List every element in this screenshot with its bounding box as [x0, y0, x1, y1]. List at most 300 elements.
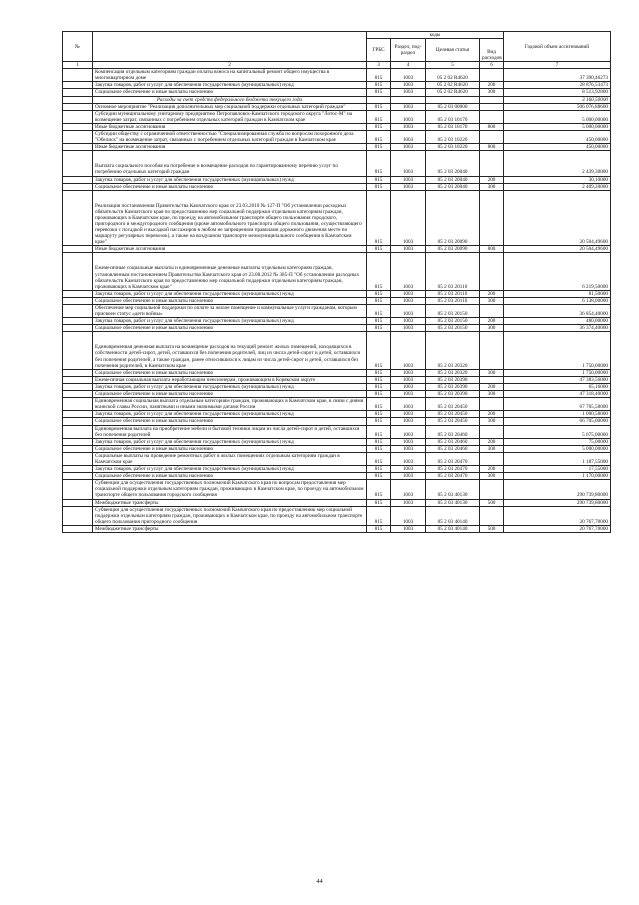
row-grbs-cell: 815: [367, 369, 391, 376]
row-name-cell: Социальное обеспечение и иные выплаты населению: [93, 418, 367, 425]
row-amount-cell: 1 750,00000: [504, 332, 611, 369]
row-amount-cell: 6 138,00000: [504, 297, 611, 304]
row-number-cell: [63, 69, 93, 82]
row-name-cell: Субсидии муниципальному унитарному предприятию Петропавловск-Камчатского городского округа "Лотос-М" на возмещение затрат, связанных с погребением отдельных категорий граждан в Камчатском крае: [93, 110, 367, 123]
row-amount-cell: 30,10000: [504, 176, 611, 183]
row-number-cell: [63, 253, 93, 290]
row-name-cell: Закупка товаров, работ и услуг для обеспечения государственных (муниципальных) нужд: [93, 411, 367, 418]
row-number-cell: [63, 318, 93, 325]
table-row: [63, 144, 611, 151]
row-name-cell: Субвенции для осуществления государственных полномочий Камчатского края по предоставлению мер социальной поддержки отдельным категориям граждан, проживающих в Камчатском крае, по проезду на автомобильном транспорте общего пользования пригородного сообщения: [93, 506, 367, 525]
row-vid-cell: 300: [480, 183, 504, 190]
table-row: [63, 110, 611, 123]
row-grbs-cell: 815: [367, 480, 391, 499]
row-amount-cell: 67 705,58000: [504, 398, 611, 411]
table-row: [63, 506, 611, 525]
row-amount-cell: 3 160,50000: [504, 96, 611, 103]
index-cell: 7: [504, 62, 611, 69]
table-row: [63, 525, 611, 532]
row-amount-cell: 20 767,70000: [504, 525, 611, 532]
row-number-cell: [63, 190, 93, 246]
row-vid-cell: [480, 103, 504, 110]
row-target-cell: 05 2 03 20470: [426, 473, 480, 480]
row-name-cell: Основное мероприятие "Реализация дополнительных мер социальной поддержки отдельных категорий граждан": [93, 103, 367, 110]
table-row: [63, 425, 611, 438]
row-number-cell: [63, 411, 93, 418]
row-grbs-cell: 815: [367, 131, 391, 144]
row-number-cell: [63, 89, 93, 96]
row-vid-cell: 300: [480, 418, 504, 425]
row-vid-cell: [480, 253, 504, 290]
row-target-cell: 05 2 03 20470: [426, 452, 480, 465]
row-vid-cell: 200: [480, 411, 504, 418]
row-vid-cell: 200: [480, 466, 504, 473]
row-name-cell: Ежемесячные социальные выплаты и единовременные денежные выплаты отдельным категориям граждан, установленным постановлением Правительства Камчатского края от 23.08.2012 № 385-П "Об установлении расходных обязательств Камчатского края по предоставлению мер социальной поддержки отдельным категориям граждан, проживающих в Камчатском крае": [93, 253, 367, 290]
row-grbs-cell: 815: [367, 123, 391, 130]
row-number-cell: [63, 499, 93, 506]
row-target-cell: [426, 96, 480, 103]
row-target-cell: 05 2 03 20110: [426, 253, 480, 290]
table-row: [63, 445, 611, 452]
row-number-cell: [63, 96, 93, 103]
row-grbs-cell: 815: [367, 499, 391, 506]
table-row: [63, 96, 611, 103]
row-target-cell: 05 2 03 20040: [426, 183, 480, 190]
row-section-cell: 1003: [391, 376, 426, 383]
row-name-cell: Компенсация отдельным категориям граждан оплаты взноса на капитальный ремонт общего имущества в многоквартирном доме: [93, 69, 367, 82]
index-cell: 4: [391, 62, 426, 69]
row-number-cell: [63, 452, 93, 465]
row-section-cell: 1003: [391, 123, 426, 130]
row-section-cell: 1003: [391, 183, 426, 190]
row-number-cell: [63, 438, 93, 445]
row-target-cell: 05 2 03 40140: [426, 525, 480, 532]
row-grbs-cell: 815: [367, 398, 391, 411]
row-target-cell: 05 2 02 R4620: [426, 89, 480, 96]
table-row: [63, 452, 611, 465]
row-target-cell: 05 2 03 20460: [426, 425, 480, 438]
table-row: [63, 318, 611, 325]
row-grbs-cell: 815: [367, 525, 391, 532]
row-name-cell: Единовременная денежная выплата на возмещение расходов на текущий ремонт жилых помещений, находящихся в собственности детей-сирот, детей, оставшихся без попечения родителей, лиц из числа детей-сирот и детей, оставшихся без попечения родителей, а также граждан, ранее относившихся к лицам из числа детей-сирот и детей, оставшихся без попечения родителей, в Камчатском крае: [93, 332, 367, 369]
row-grbs-cell: 815: [367, 425, 391, 438]
table-row: [63, 480, 611, 499]
row-grbs-cell: [367, 96, 391, 103]
table-row: [63, 190, 611, 246]
index-cell: 5: [426, 62, 480, 69]
row-vid-cell: 200: [480, 290, 504, 297]
table-row: [63, 89, 611, 96]
row-section-cell: 1003: [391, 383, 426, 390]
row-section-cell: 1003: [391, 445, 426, 452]
row-amount-cell: 20 767,70000: [504, 506, 611, 525]
row-amount-cell: 450,00000: [504, 144, 611, 151]
row-grbs-cell: 815: [367, 290, 391, 297]
row-amount-cell: 8 513,92800: [504, 89, 611, 96]
row-section-cell: 1003: [391, 438, 426, 445]
row-grbs-cell: 815: [367, 376, 391, 383]
row-section-cell: 1003: [391, 82, 426, 89]
row-vid-cell: 300: [480, 445, 504, 452]
row-target-cell: 05 2 03 10220: [426, 131, 480, 144]
row-target-cell: 05 2 03 00000: [426, 103, 480, 110]
table-row: [63, 383, 611, 390]
row-grbs-cell: 815: [367, 253, 391, 290]
row-number-cell: [63, 383, 93, 390]
row-grbs-cell: 815: [367, 69, 391, 82]
table-row: [63, 418, 611, 425]
row-amount-cell: 506 076,88600: [504, 103, 611, 110]
row-name-cell: Иные бюджетные ассигнования: [93, 144, 367, 151]
row-target-cell: 05 2 03 20090: [426, 190, 480, 246]
table-row: [63, 246, 611, 253]
row-target-cell: 05 2 03 20320: [426, 369, 480, 376]
row-section-cell: 1003: [391, 369, 426, 376]
page-number: 44: [316, 878, 323, 885]
row-target-cell: 05 2 03 20390: [426, 383, 480, 390]
row-amount-cell: 17,55000: [504, 466, 611, 473]
table-row: [63, 473, 611, 480]
row-amount-cell: 5 000,00000: [504, 123, 611, 130]
table-row: [63, 253, 611, 290]
row-grbs-cell: 815: [367, 110, 391, 123]
row-amount-cell: 450,00000: [504, 131, 611, 144]
row-number-cell: [63, 290, 93, 297]
row-grbs-cell: 815: [367, 332, 391, 369]
row-grbs-cell: 815: [367, 183, 391, 190]
row-number-cell: [63, 82, 93, 89]
row-vid-cell: 800: [480, 123, 504, 130]
row-vid-cell: 300: [480, 391, 504, 398]
row-grbs-cell: 815: [367, 305, 391, 318]
row-target-cell: 05 2 03 20390: [426, 376, 480, 383]
row-target-cell: 05 2 03 20150: [426, 325, 480, 332]
table-row: [63, 391, 611, 398]
table-row: [63, 183, 611, 190]
row-name-cell: Социальное обеспечение и иные выплаты населению: [93, 391, 367, 398]
row-number-cell: [63, 110, 93, 123]
index-cell: 6: [480, 62, 504, 69]
table-header: [63, 32, 611, 69]
row-name-cell: Единовременная социальная выплата отдельным категориям граждан, проживающих в Камчатском крае, в связи с днями воинской славы России, памятными и иными значимыми датами России: [93, 398, 367, 411]
row-name-cell: Иные бюджетные ассигнования: [93, 246, 367, 253]
row-section-cell: 1003: [391, 411, 426, 418]
row-amount-cell: 290 739,80000: [504, 499, 611, 506]
row-amount-cell: 20 504,49600: [504, 246, 611, 253]
row-number-cell: [63, 332, 93, 369]
row-vid-cell: 200: [480, 438, 504, 445]
row-name-cell: Выплата социального пособия на погребение и возмещение расходов по гарантированному перечню услуг по погребению отдельных категорий граждан: [93, 151, 367, 176]
table-row: [63, 290, 611, 297]
row-name-cell: Закупка товаров, работ и услуг для обеспечения государственных (муниципальных) нужд: [93, 438, 367, 445]
row-section-cell: 1003: [391, 246, 426, 253]
row-name-cell: Социальное обеспечение и иные выплаты населению: [93, 183, 367, 190]
row-name-cell: Социальное обеспечение и иные выплаты населению: [93, 445, 367, 452]
row-grbs-cell: 815: [367, 151, 391, 176]
index-cell: 2: [93, 62, 367, 69]
row-target-cell: 05 2 03 20150: [426, 305, 480, 318]
table-body: [63, 69, 611, 533]
row-target-cell: 05 2 03 20320: [426, 332, 480, 369]
row-grbs-cell: 815: [367, 144, 391, 151]
row-amount-cell: 36 854,40000: [504, 305, 611, 318]
row-name-cell: Социальные выплаты на проведение ремонтных работ в жилых помещениях отдельным категориям граждан в Камчатском крае: [93, 452, 367, 465]
row-amount-cell: 1 000,58000: [504, 411, 611, 418]
row-name-cell: Единовременная выплата на приобретение мебели и бытовой техники лицам из числа детей-сирот и детей, оставшихся без попечения родителей: [93, 425, 367, 438]
row-section-cell: 1003: [391, 103, 426, 110]
row-amount-cell: 75,00000: [504, 438, 611, 445]
row-name-cell: Закупка товаров, работ и услуг для обеспечения государственных (муниципальных) нужд: [93, 466, 367, 473]
row-target-cell: 05 2 03 20450: [426, 418, 480, 425]
table-row: [63, 123, 611, 130]
table-row: [63, 499, 611, 506]
row-name-cell: Иные бюджетные ассигнования: [93, 123, 367, 130]
row-name-cell: Закупка товаров, работ и услуг для обеспечения государственных (муниципальных) нужд: [93, 318, 367, 325]
row-target-cell: 05 2 03 20110: [426, 297, 480, 304]
row-grbs-cell: 815: [367, 506, 391, 525]
index-cell: 3: [367, 62, 391, 69]
header-vid: Вид расходов: [480, 39, 504, 62]
header-grbs: ГРБС: [367, 39, 391, 62]
row-amount-cell: 480,00000: [504, 318, 611, 325]
row-amount-cell: 66 705,00000: [504, 418, 611, 425]
row-number-cell: [63, 103, 93, 110]
table-row: [63, 369, 611, 376]
row-name-cell: Закупка товаров, работ и услуг для обеспечения государственных (муниципальных) нужд: [93, 383, 367, 390]
row-section-cell: 1003: [391, 110, 426, 123]
row-name-cell: Обеспечение мер социальной поддержки по оплате за жилое помещение и коммунальные услуги гражданам, которым присвоен статус «дети войны»: [93, 305, 367, 318]
row-grbs-cell: 815: [367, 176, 391, 183]
row-grbs-cell: 815: [367, 82, 391, 89]
row-number-cell: [63, 391, 93, 398]
row-vid-cell: [480, 425, 504, 438]
row-amount-cell: 20 504,49600: [504, 190, 611, 246]
row-target-cell: 05 2 03 10170: [426, 123, 480, 130]
row-target-cell: 05 2 03 20150: [426, 318, 480, 325]
row-section-cell: 1003: [391, 305, 426, 318]
row-section-cell: 1003: [391, 525, 426, 532]
header-row-codes: [63, 32, 611, 39]
row-section-cell: 1003: [391, 131, 426, 144]
row-target-cell: 05 2 03 20460: [426, 438, 480, 445]
row-section-cell: 1003: [391, 297, 426, 304]
row-section-cell: 1003: [391, 480, 426, 499]
row-grbs-cell: 815: [367, 325, 391, 332]
row-amount-cell: 81,50000: [504, 290, 611, 297]
row-target-cell: 05 2 03 40130: [426, 499, 480, 506]
table-row: [63, 376, 611, 383]
row-vid-cell: [480, 190, 504, 246]
row-number-cell: [63, 297, 93, 304]
row-amount-cell: 65,16000: [504, 383, 611, 390]
row-number-cell: [63, 418, 93, 425]
row-name-cell: Закупка товаров, работ и услуг для обеспечения государственных (муниципальных) нужд: [93, 176, 367, 183]
row-vid-cell: 200: [480, 383, 504, 390]
row-vid-cell: 200: [480, 176, 504, 183]
table-row: [63, 131, 611, 144]
row-vid-cell: [480, 452, 504, 465]
row-vid-cell: [480, 398, 504, 411]
row-number-cell: [63, 183, 93, 190]
table-row: [63, 69, 611, 82]
row-section-cell: 1003: [391, 253, 426, 290]
row-vid-cell: [480, 110, 504, 123]
row-name-cell: Социальное обеспечение и иные выплаты населению: [93, 369, 367, 376]
table-row: [63, 305, 611, 318]
row-section-cell: 1003: [391, 332, 426, 369]
row-section-cell: 1003: [391, 176, 426, 183]
row-vid-cell: [480, 151, 504, 176]
row-section-cell: 1003: [391, 144, 426, 151]
table-row: [63, 151, 611, 176]
row-section-cell: 1003: [391, 466, 426, 473]
row-number-cell: [63, 480, 93, 499]
row-number-cell: [63, 506, 93, 525]
table-row: [63, 325, 611, 332]
row-grbs-cell: 815: [367, 438, 391, 445]
table-row: [63, 438, 611, 445]
row-section-cell: 1003: [391, 506, 426, 525]
row-section-cell: 1003: [391, 325, 426, 332]
row-target-cell: 05 2 03 20450: [426, 411, 480, 418]
row-vid-cell: 300: [480, 473, 504, 480]
row-amount-cell: 5 075,00000: [504, 425, 611, 438]
row-amount-cell: 28 876,53473: [504, 82, 611, 89]
row-vid-cell: 800: [480, 246, 504, 253]
row-number-cell: [63, 425, 93, 438]
row-number-cell: [63, 325, 93, 332]
row-section-cell: 1003: [391, 318, 426, 325]
row-number-cell: [63, 144, 93, 151]
row-target-cell: 05 2 02 R4620: [426, 69, 480, 82]
row-name-cell: Социальное обеспечение и иные выплаты населению: [93, 325, 367, 332]
row-grbs-cell: 815: [367, 411, 391, 418]
row-number-cell: [63, 525, 93, 532]
row-section-cell: 1003: [391, 89, 426, 96]
row-grbs-cell: 815: [367, 318, 391, 325]
row-number-cell: [63, 473, 93, 480]
row-target-cell: 05 2 03 20460: [426, 445, 480, 452]
row-section-cell: 1003: [391, 452, 426, 465]
row-section-cell: 1003: [391, 69, 426, 82]
row-number-cell: [63, 369, 93, 376]
row-number-cell: [63, 466, 93, 473]
row-grbs-cell: 815: [367, 466, 391, 473]
row-name-cell: Расходы за счет средств федерального бюджета текущего года: [93, 96, 367, 103]
row-target-cell: 05 2 03 40140: [426, 506, 480, 525]
row-amount-cell: 47 318,40000: [504, 391, 611, 398]
row-amount-cell: 1 170,00000: [504, 473, 611, 480]
row-amount-cell: 5 000,00000: [504, 110, 611, 123]
row-grbs-cell: 815: [367, 103, 391, 110]
row-name-cell: Реализация постановления Правительства Камчатского края от 23.03.2010 № 127-П "Об установлении расходных обязательств Камчатского края по предоставлению мер социальной поддержки отдельным категориям граждан, проживающих в Камчатском крае, по проезду на автомобильном транспорте общего пользования городского, пригородного и междугородного сообщения (кроме автомобильного транспорта общего пользования, осуществляющего перевозки с посадкой и высадкой пассажиров в любом не запрещенном правилами дорожного движения месте по маршруту регулярных перевозок), а также на воздушном транспорте межмуниципального сообщения в Камчатском крае": [93, 190, 367, 246]
table-row: [63, 82, 611, 89]
row-name-cell: Субсидии обществу с ограниченной ответственностью "Специализированная служба по вопросам похоронного дела "Обелиск" на возмещение затрат, связанных с погребением отдельных категорий граждан в Камчатском крае: [93, 131, 367, 144]
row-target-cell: 05 2 03 20390: [426, 391, 480, 398]
row-number-cell: [63, 305, 93, 318]
row-section-cell: 1003: [391, 473, 426, 480]
row-target-cell: 05 2 03 20450: [426, 398, 480, 411]
row-target-cell: 05 2 03 20040: [426, 176, 480, 183]
row-vid-cell: 300: [480, 369, 504, 376]
row-grbs-cell: 815: [367, 445, 391, 452]
row-grbs-cell: 815: [367, 473, 391, 480]
row-grbs-cell: 815: [367, 391, 391, 398]
row-number-cell: [63, 246, 93, 253]
row-number-cell: [63, 398, 93, 411]
row-target-cell: 05 2 03 20040: [426, 151, 480, 176]
table-row: [63, 398, 611, 411]
row-grbs-cell: 815: [367, 190, 391, 246]
table-row: [63, 411, 611, 418]
row-section-cell: 1003: [391, 398, 426, 411]
row-number-cell: [63, 123, 93, 130]
header-section: Раздел, под-раздел: [391, 39, 426, 62]
row-vid-cell: 300: [480, 89, 504, 96]
row-grbs-cell: 815: [367, 246, 391, 253]
header-index-row: [63, 62, 611, 69]
row-amount-cell: 37 390,46273: [504, 69, 611, 82]
row-number-cell: [63, 445, 93, 452]
row-target-cell: 05 2 03 20110: [426, 290, 480, 297]
row-section-cell: 1003: [391, 418, 426, 425]
row-section-cell: 1003: [391, 190, 426, 246]
row-vid-cell: 500: [480, 499, 504, 506]
row-target-cell: 05 2 02 R4620: [426, 82, 480, 89]
table-row: [63, 332, 611, 369]
row-name-cell: Ежемесячная социальная выплата неработающим пенсионерам, проживающим в Корякском округе: [93, 376, 367, 383]
row-number-cell: [63, 131, 93, 144]
row-amount-cell: 36 374,40000: [504, 325, 611, 332]
row-name-cell: Межбюджетные трансферты: [93, 499, 367, 506]
row-target-cell: 05 2 03 40130: [426, 480, 480, 499]
row-name-cell: Социальное обеспечение и иные выплаты населению: [93, 297, 367, 304]
budget-table: [62, 31, 611, 533]
row-vid-cell: 200: [480, 82, 504, 89]
row-name-cell: Социальное обеспечение и иные выплаты населению: [93, 473, 367, 480]
row-amount-cell: 1 750,00000: [504, 369, 611, 376]
row-name-cell: Субвенции для осуществления государственных полномочий Камчатского края по вопросам предоставления мер социальной поддержки отдельным категориям граждан, проживающих в Камчатском крае, по проезду на автомобильном транспорте общего пользования городского сообщения: [93, 480, 367, 499]
index-cell: 1: [63, 62, 93, 69]
row-vid-cell: 300: [480, 297, 504, 304]
row-vid-cell: [480, 69, 504, 82]
row-target-cell: 05 2 03 20090: [426, 246, 480, 253]
header-target: Целевая статья: [426, 39, 480, 62]
header-amount: Годовой объем ассигнований: [504, 32, 611, 62]
row-section-cell: 1003: [391, 425, 426, 438]
row-number-cell: [63, 376, 93, 383]
row-amount-cell: 2 439,30000: [504, 151, 611, 176]
row-target-cell: 05 2 03 20470: [426, 466, 480, 473]
row-vid-cell: [480, 332, 504, 369]
row-vid-cell: [480, 376, 504, 383]
header-codes: коды: [367, 32, 504, 39]
row-grbs-cell: 815: [367, 89, 391, 96]
table-row: [63, 466, 611, 473]
row-name-cell: Закупка товаров, работ и услуг для обеспечения государственных (муниципальных) нужд: [93, 290, 367, 297]
header-number: №: [63, 32, 93, 62]
row-name-cell: Межбюджетные трансферты: [93, 525, 367, 532]
header-name: [93, 32, 367, 62]
row-section-cell: 1003: [391, 499, 426, 506]
table-row: [63, 103, 611, 110]
row-amount-cell: 1 187,55000: [504, 452, 611, 465]
row-grbs-cell: 815: [367, 383, 391, 390]
row-vid-cell: [480, 506, 504, 525]
row-grbs-cell: 815: [367, 297, 391, 304]
row-vid-cell: [480, 96, 504, 103]
row-section-cell: [391, 96, 426, 103]
